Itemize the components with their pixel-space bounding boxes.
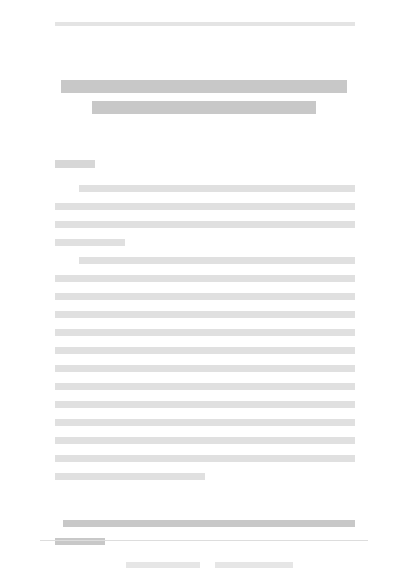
text-line — [55, 203, 355, 210]
text-line — [55, 275, 355, 282]
text-line — [55, 473, 205, 480]
text-line — [55, 383, 355, 390]
header-text-placeholder — [55, 22, 355, 26]
text-line — [55, 401, 355, 408]
text-line — [55, 347, 355, 354]
title-line-2 — [92, 101, 316, 114]
text-line — [55, 437, 355, 444]
title-line-1 — [61, 80, 347, 93]
text-line — [55, 221, 355, 228]
footer-text-placeholder — [126, 562, 200, 568]
text-line — [55, 455, 355, 462]
paragraph-1 — [55, 185, 355, 257]
text-line — [79, 185, 355, 192]
text-line — [55, 419, 355, 426]
footer-text-placeholder — [215, 562, 293, 568]
document-header — [0, 0, 408, 38]
heading-line — [63, 520, 355, 527]
paragraph-2 — [55, 257, 355, 491]
footer-divider — [40, 540, 368, 541]
text-line — [55, 239, 125, 246]
text-line — [55, 329, 355, 336]
text-line — [55, 365, 355, 372]
text-line — [79, 257, 355, 264]
document-footer — [0, 540, 408, 580]
salutation — [55, 160, 95, 168]
text-line — [55, 311, 355, 318]
text-line — [55, 293, 355, 300]
document-title — [0, 80, 408, 122]
